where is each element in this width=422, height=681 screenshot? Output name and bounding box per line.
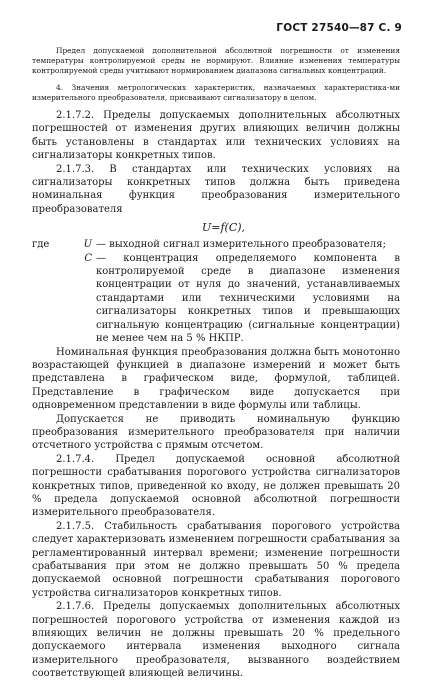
where-item — [32, 252, 400, 346]
body-paragraph: 2.1.7.5. Стабильность срабатывания порогового устройства следует характеризовать изменением погрешности срабатывания за регламентированный интервал времени; изменение погрешности срабатывания при этом не должно превышать 50 % предела допускаемой основной погрешности срабатывания порогового устройства сигнализаторов конкретных типов. — [32, 520, 400, 599]
where-block — [32, 238, 400, 345]
where-word: где — [32, 239, 50, 251]
body-paragraph: 2.1.7.4. Предел допускаемой основной абсолютной погрешности срабатывания порогового устройства сигнализаторов конкретных типов, приведенной ко входу, не должен превышать 20 % предела допускаемой основной абсолютной погрешности измерительного преобразователя. — [32, 453, 400, 519]
where-item — [32, 238, 400, 251]
note-paragraph: 4. Значения метрологических характеристик, назначаемых характеристика-ми измерительного преобразователя, присваивают сигнализатору в целом. — [32, 82, 400, 102]
where-symbol: C — [84, 252, 92, 264]
formula: U=f(C), — [202, 221, 246, 235]
page-header: ГОСТ 27540—87 С. 9 — [276, 22, 402, 34]
body-paragraph: 2.1.7.6. Пределы допускаемых дополнительных абсолютных погрешностей порогового устройства от изменения каждой из влияющих величин не должны превышать 20 % предельного допускаемого интервала изменения выходного сигнала измерительного преобразователя, вызванного воздействием соответствующей влияющей величины. — [32, 601, 400, 680]
where-symbol: U — [83, 239, 92, 251]
where-text: — концентрация определяемого компонента в контролируемой среде в диапазоне изменения концентрации от нуля до значений, устанавливаемых стандартами или техническими условиями на сигнализаторы конкретных типов и превышающих сигнальную концентрацию (сигнальные концентрации) не менее чем на 5 % НКПР. — [96, 252, 400, 345]
note-paragraph: Предел допускаемой дополнительной абсолютной погрешности от изменения температуры контролируемой среды не нормируют. Влияние изменения температуры контролируемой среды учитывают нормированием диапазона сигнальных концентраций. — [32, 46, 400, 76]
body-paragraph: Номинальная функция преобразования должна быть монотонно возрастающей функцией в диапазоне измерений и может быть представлена в графическом виде, формулой, таблицей. Представление в графическом виде допускается при одновременном представлении в виде формулы или таблицы. — [32, 346, 400, 412]
page-content — [32, 46, 400, 681]
body-paragraph: 2.1.7.3. В стандартах или технических условиях на сигнализаторы конкретных типов должна быть приведена номинальная функция преобразования измерительного преобразователя — [32, 163, 400, 215]
body-paragraph: 2.1.7.2. Пределы допускаемых дополнительных абсолютных погрешностей от изменения других влияющих величин должны быть установлены в стандартах или технических условиях на сигнализаторы конкретных типов. — [32, 110, 400, 162]
where-text: — выходной сигнал измерительного преобразователя; — [96, 239, 386, 251]
body-paragraph: Допускается не приводить номинальную функцию преобразования измерительного преобразователя при наличии отсчетного устройства с прямым отсчетом. — [32, 413, 400, 452]
